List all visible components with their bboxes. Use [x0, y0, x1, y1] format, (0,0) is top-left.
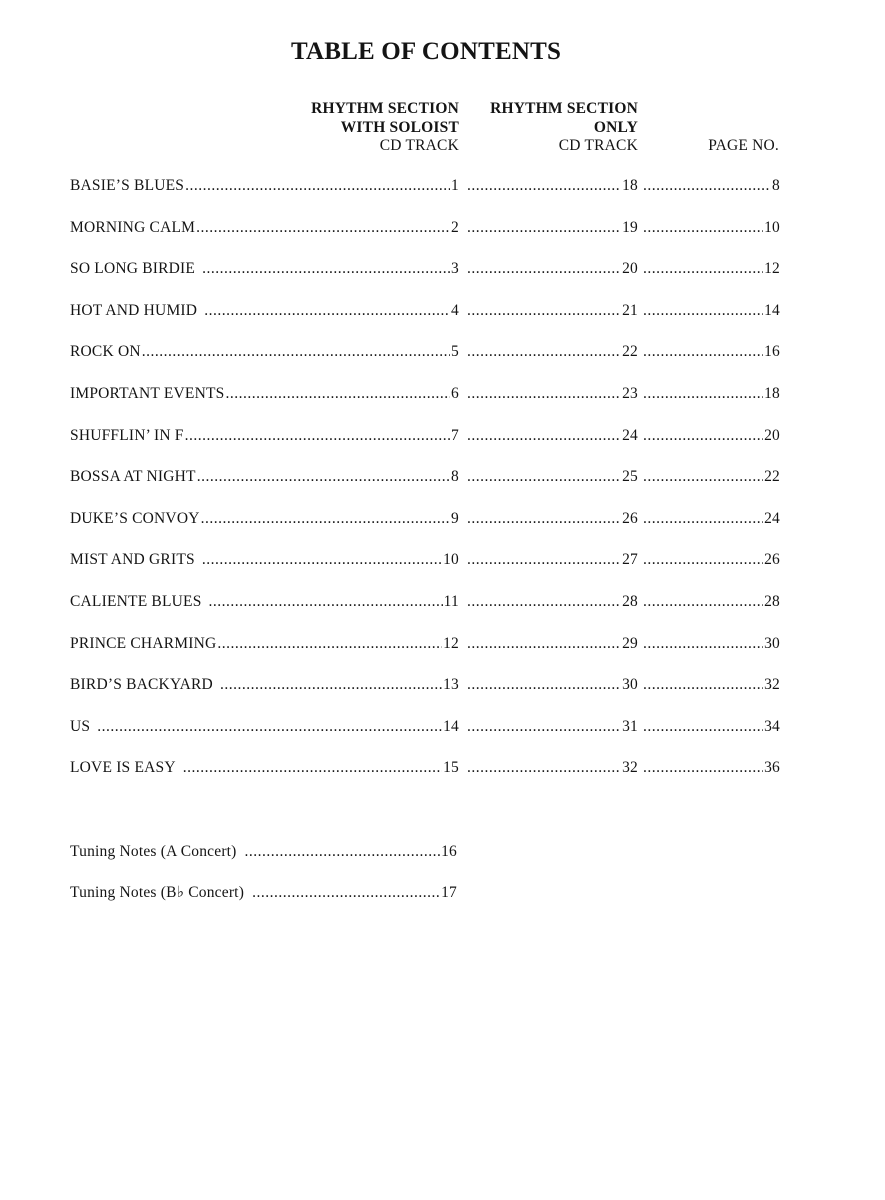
page-number: 18: [764, 385, 780, 402]
toc-title-segment: [70, 675, 459, 695]
toc-title-segment: [70, 342, 459, 362]
soloist-track-number: 13: [443, 676, 459, 694]
dot-leader: [196, 218, 450, 238]
dot-leader: [643, 384, 763, 404]
page-number: 20: [764, 426, 780, 444]
rhythm-track-number: 30: [622, 676, 638, 694]
page-number: 32: [764, 676, 780, 694]
toc-page-segment: [642, 426, 780, 446]
dot-leader: [643, 218, 763, 238]
column-header-soloist-track: [270, 100, 459, 156]
toc-page-segment: [642, 384, 780, 404]
toc-page-segment: [642, 218, 780, 238]
song-title: SO LONG BIRDIE: [70, 260, 196, 278]
dot-leader: [185, 426, 450, 446]
dot-leader: [467, 717, 621, 737]
toc-rhythm-segment: [466, 467, 638, 487]
dot-leader: [643, 758, 763, 778]
soloist-track-number: 14: [443, 717, 459, 735]
dot-leader: [217, 634, 442, 654]
soloist-track-number: 12: [443, 634, 459, 652]
dot-leader: [467, 675, 621, 695]
dot-leader: [204, 301, 450, 321]
dot-leader: [225, 384, 450, 404]
dot-leader: [467, 259, 621, 279]
soloist-track-number: 6: [451, 385, 459, 402]
toc-title-segment: [70, 758, 459, 778]
toc-page-segment: [642, 301, 780, 321]
toc-title-segment: [70, 509, 459, 529]
column-header-page-number: [620, 100, 779, 156]
rhythm-track-number: 23: [622, 385, 638, 402]
song-title: IMPORTANT EVENTS: [70, 385, 225, 402]
column-header-line: ONLY: [593, 118, 638, 136]
dot-leader: [467, 550, 621, 570]
soloist-track-number: 4: [451, 301, 459, 319]
toc-page-segment: [642, 176, 780, 196]
toc-rhythm-segment: [466, 218, 638, 238]
dot-leader: [467, 342, 621, 362]
rhythm-track-number: 32: [622, 759, 638, 777]
dot-leader: [202, 550, 442, 570]
toc-title-segment: [70, 717, 459, 737]
page-number: 28: [764, 593, 780, 610]
tuning-title: Tuning Notes (A Concert): [70, 843, 237, 860]
dot-leader: [467, 509, 621, 529]
dot-leader: [467, 176, 621, 196]
song-title: MORNING CALM: [70, 218, 196, 236]
dot-leader: [643, 592, 763, 612]
soloist-track-number: 15: [443, 759, 459, 777]
toc-page-segment: [642, 509, 780, 529]
toc-title-segment: [70, 634, 459, 654]
toc-rhythm-segment: [466, 301, 638, 321]
song-title: MIST AND GRITS: [70, 551, 195, 569]
toc-rhythm-segment: [466, 342, 638, 362]
dot-leader: [220, 675, 442, 695]
dot-leader: [97, 717, 442, 737]
dot-leader: [467, 758, 621, 778]
song-title: BASIE’S BLUES: [70, 177, 185, 194]
column-header-line: WITH SOLOIST: [340, 118, 459, 136]
toc-title-segment: [70, 426, 459, 446]
song-title: BOSSA AT NIGHT: [70, 468, 196, 486]
dot-leader: [643, 717, 763, 737]
dot-leader: [197, 467, 450, 487]
column-header-line: RHYTHM SECTION: [490, 100, 638, 117]
soloist-track-number: 1: [451, 177, 459, 194]
soloist-track-number: 9: [451, 509, 459, 527]
rhythm-track-number: 21: [622, 301, 638, 319]
toc-page-segment: [642, 758, 780, 778]
page-number: 30: [764, 634, 780, 652]
toc-rhythm-segment: [466, 550, 638, 570]
song-title: ROCK ON: [70, 343, 141, 361]
toc-title-segment: [70, 176, 459, 196]
song-title: SHUFFLIN’ IN F: [70, 426, 184, 444]
toc-page-segment: [642, 717, 780, 737]
soloist-track-number: 5: [451, 343, 459, 361]
toc-title-segment: [70, 550, 459, 570]
dot-leader: [185, 176, 450, 196]
dot-leader: [643, 259, 763, 279]
dot-leader: [467, 467, 621, 487]
tuning-track-number: 16: [441, 843, 457, 860]
rhythm-track-number: 28: [622, 593, 638, 610]
tuning-title: Tuning Notes (B♭ Concert): [70, 884, 245, 901]
dot-leader: [643, 426, 763, 446]
dot-leader: [467, 301, 621, 321]
toc-page-segment: [642, 259, 780, 279]
dot-leader: [643, 467, 763, 487]
rhythm-track-number: 22: [622, 343, 638, 361]
toc-page-segment: [642, 342, 780, 362]
song-title: US: [70, 717, 91, 735]
soloist-track-number: 3: [451, 260, 459, 278]
rhythm-track-number: 19: [622, 218, 638, 236]
toc-rhythm-segment: [466, 176, 638, 196]
toc-page-segment: [642, 550, 780, 570]
song-title: DUKE’S CONVOY: [70, 509, 200, 527]
toc-rhythm-segment: [466, 717, 638, 737]
soloist-track-number: 8: [451, 468, 459, 486]
tuning-segment: [70, 883, 457, 903]
dot-leader: [643, 509, 763, 529]
toc-page-segment: [642, 592, 780, 612]
page-number: 34: [764, 717, 780, 735]
column-header-line: CD TRACK: [379, 137, 459, 154]
page-number: 22: [764, 468, 780, 486]
song-title: LOVE IS EASY: [70, 759, 176, 777]
column-header-line: CD TRACK: [558, 137, 638, 154]
song-title: BIRD’S BACKYARD: [70, 676, 213, 694]
toc-rhythm-segment: [466, 259, 638, 279]
song-title: HOT AND HUMID: [70, 301, 198, 319]
column-header-line: RHYTHM SECTION: [311, 100, 459, 117]
soloist-track-number: 11: [443, 593, 459, 610]
page-number: 14: [764, 301, 780, 319]
rhythm-track-number: 20: [622, 260, 638, 278]
tuning-segment: [70, 842, 457, 862]
soloist-track-number: 2: [451, 218, 459, 236]
dot-leader: [643, 176, 771, 196]
page-number: 24: [764, 509, 780, 527]
dot-leader: [209, 592, 443, 612]
toc-rhythm-segment: [466, 592, 638, 612]
rhythm-track-number: 18: [622, 177, 638, 194]
dot-leader: [643, 634, 763, 654]
dot-leader: [252, 883, 440, 903]
tuning-track-number: 17: [441, 884, 457, 901]
page-number: 8: [772, 177, 780, 194]
song-title: PRINCE CHARMING: [70, 634, 217, 652]
toc-title-segment: [70, 218, 459, 238]
dot-leader: [467, 426, 621, 446]
dot-leader: [183, 758, 442, 778]
toc-page-segment: [642, 634, 780, 654]
toc-rhythm-segment: [466, 675, 638, 695]
toc-title-segment: [70, 301, 459, 321]
page-title: TABLE OF CONTENTS: [290, 38, 562, 65]
dot-leader: [201, 509, 450, 529]
dot-leader: [643, 550, 763, 570]
page-number: 10: [764, 218, 780, 236]
dot-leader: [643, 342, 763, 362]
toc-page-segment: [642, 675, 780, 695]
toc-title-segment: [70, 467, 459, 487]
dot-leader: [643, 301, 763, 321]
page-number: 12: [764, 260, 780, 278]
rhythm-track-number: 26: [622, 509, 638, 527]
rhythm-track-number: 25: [622, 468, 638, 486]
rhythm-track-number: 27: [622, 551, 638, 569]
dot-leader: [643, 675, 763, 695]
dot-leader: [467, 592, 621, 612]
rhythm-track-number: 31: [622, 717, 638, 735]
page-number: 16: [764, 343, 780, 361]
dot-leader: [467, 634, 621, 654]
toc-rhythm-segment: [466, 634, 638, 654]
dot-leader: [245, 842, 441, 862]
dot-leader: [467, 384, 621, 404]
toc-title-segment: [70, 592, 459, 612]
page-number: 26: [764, 551, 780, 569]
song-title: CALIENTE BLUES: [70, 593, 202, 610]
toc-page-segment: [642, 467, 780, 487]
page-number: 36: [764, 759, 780, 777]
toc-rhythm-segment: [466, 509, 638, 529]
column-header-rhythm-track: [449, 100, 638, 156]
toc-rhythm-segment: [466, 384, 638, 404]
dot-leader: [142, 342, 450, 362]
soloist-track-number: 7: [451, 426, 459, 444]
toc-title-segment: [70, 384, 459, 404]
toc-rhythm-segment: [466, 426, 638, 446]
column-header-line: PAGE NO.: [708, 137, 779, 154]
rhythm-track-number: 29: [622, 634, 638, 652]
dot-leader: [467, 218, 621, 238]
soloist-track-number: 10: [443, 551, 459, 569]
rhythm-track-number: 24: [622, 426, 638, 444]
toc-title-segment: [70, 259, 459, 279]
toc-rhythm-segment: [466, 758, 638, 778]
dot-leader: [202, 259, 450, 279]
